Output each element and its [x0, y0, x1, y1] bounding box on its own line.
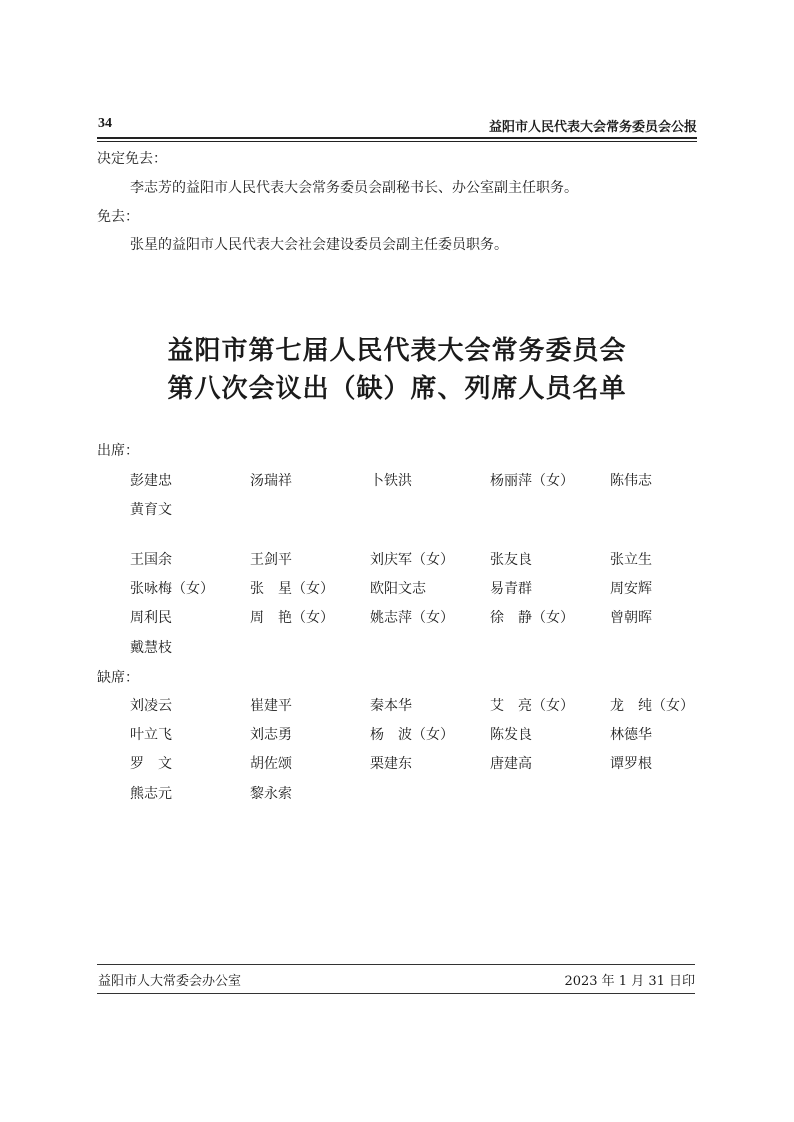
- member-name: 唐建高: [490, 756, 532, 772]
- removal-text: 张星的益阳市人民代表大会社会建设委员会副主任委员职务。: [130, 237, 508, 253]
- member-name: 谭罗根: [610, 756, 652, 772]
- footer-rule-top: [97, 964, 695, 965]
- member-name: 胡佐颂: [250, 756, 292, 772]
- member-name: 张友良: [490, 552, 532, 568]
- member-name: 陈发良: [490, 727, 532, 743]
- issuer: 益阳市人大常委会办公室: [98, 974, 242, 989]
- page-number: 34: [98, 116, 112, 131]
- present-heading: 出席：: [97, 443, 139, 459]
- removal-heading: 免去：: [97, 209, 139, 225]
- member-name: 罗 文: [130, 756, 172, 772]
- member-name: 周 艳（女）: [250, 610, 334, 626]
- member-name: 杨丽萍（女）: [490, 473, 574, 489]
- member-name: 汤瑞祥: [250, 473, 292, 489]
- member-name: 熊志元: [130, 786, 172, 802]
- member-name: 黎永索: [250, 786, 292, 802]
- decision-heading: 决定免去：: [97, 151, 167, 167]
- member-name: 戴慧枝: [130, 640, 172, 656]
- member-name: 姚志萍（女）: [370, 610, 454, 626]
- member-name: 徐 静（女）: [490, 610, 574, 626]
- member-name: 易青群: [490, 581, 532, 597]
- member-name: 周安辉: [610, 581, 652, 597]
- document-title-line1: 益阳市第七届人民代表大会常务委员会: [167, 336, 627, 366]
- member-name: 杨 波（女）: [370, 727, 454, 743]
- decision-text: 李志芳的益阳市人民代表大会常务委员会副秘书长、办公室副主任职务。: [130, 180, 578, 196]
- footer-rule-bottom: [97, 993, 695, 994]
- absent-heading: 缺席：: [97, 670, 139, 686]
- member-name: 王剑平: [250, 552, 292, 568]
- member-name: 卜铁洪: [370, 473, 412, 489]
- member-name: 张咏梅（女）: [130, 581, 214, 597]
- member-name: 陈伟志: [610, 473, 652, 489]
- member-name: 刘凌云: [130, 698, 172, 714]
- journal-title: 益阳市人民代表大会常务委员会公报: [488, 120, 697, 135]
- member-name: 周利民: [130, 610, 172, 626]
- member-name: 黄育文: [130, 502, 172, 518]
- print-date: 2023 年 1 月 31 日印: [564, 974, 695, 989]
- member-name: 秦本华: [370, 698, 412, 714]
- member-name: 刘志勇: [250, 727, 292, 743]
- member-name: 曾朝晖: [610, 610, 652, 626]
- member-name: 王国余: [130, 552, 172, 568]
- member-name: 张 星（女）: [250, 581, 334, 597]
- member-name: 栗建东: [370, 756, 412, 772]
- member-name: 刘庆军（女）: [370, 552, 454, 568]
- member-name: 龙 纯（女）: [610, 698, 694, 714]
- member-name: 叶立飞: [130, 727, 172, 743]
- member-name: 欧阳文志: [370, 581, 426, 597]
- header-rule: [97, 137, 697, 139]
- member-name: 张立生: [610, 552, 652, 568]
- member-name: 彭建忠: [130, 473, 172, 489]
- document-title-line2: 第八次会议出（缺）席、列席人员名单: [167, 374, 627, 404]
- member-name: 崔建平: [250, 698, 292, 714]
- header-rule-thin: [97, 141, 697, 142]
- member-name: 林德华: [610, 727, 652, 743]
- member-name: 艾 亮（女）: [490, 698, 574, 714]
